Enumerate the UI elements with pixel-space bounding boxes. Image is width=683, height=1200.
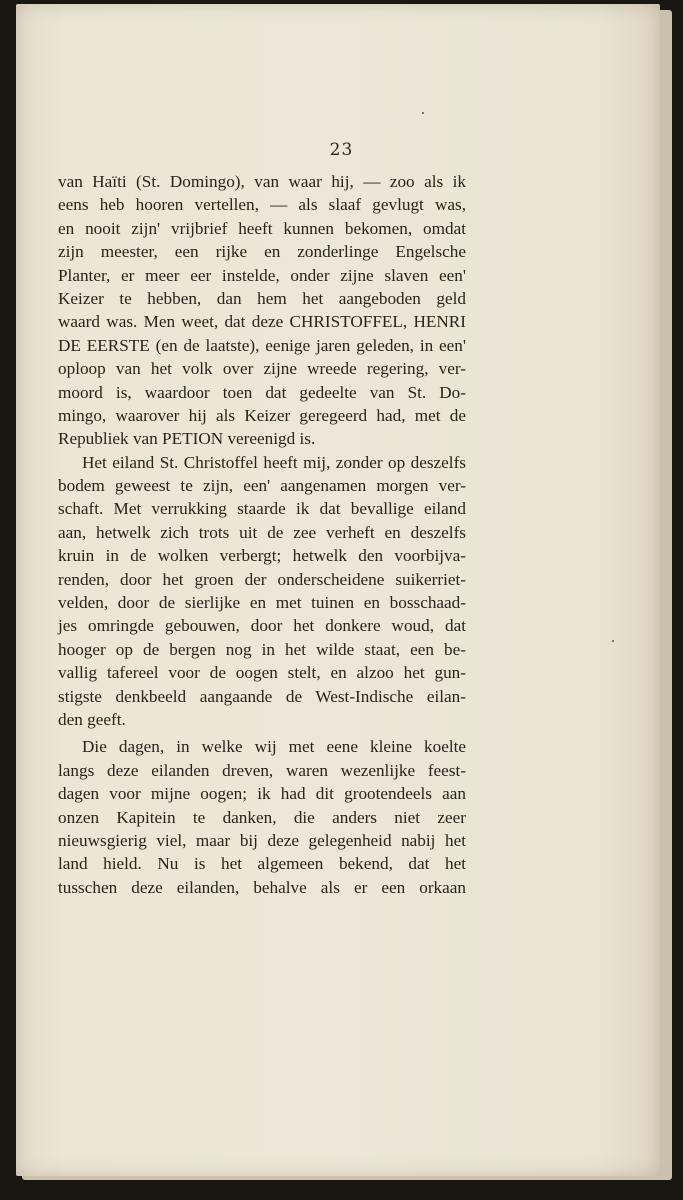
text-line: renden, door het groen der onderscheidene suikerriet- [58,569,466,589]
text-line: dagen voor mijne oogen; ik had dit grootendeels aan [58,784,466,804]
text-line: tusschen deze eilanden, behalve als er een orkaan [58,877,466,897]
text-line: stigste denkbeeld aangaande de West-Indische eilan- [58,686,466,706]
text-line: aan, hetwelk zich trots uit de zee verheft en deszelfs [58,522,466,542]
paragraph-start-line: Het eiland St. Christoffel heeft mij, zonder op deszelfs [82,452,466,472]
text-line: land hield. Nu is het algemeen bekend, dat het [58,854,466,874]
text-line: schaft. Met verrukking staarde ik dat bevallige eiland [58,499,466,519]
text-line: Republiek van PETION vereenigd is. [58,429,316,449]
text-line: langs deze eilanden dreven, waren wezenlijke feest- [58,760,466,780]
text-line: jes omringde gebouwen, door het donkere woud, dat [58,616,466,636]
text-line: moord is, waardoor toen dat gedeelte van St. Do- [58,382,466,402]
text-line: bodem geweest te zijn, een' aangenamen morgen ver- [58,476,466,496]
text-line: en nooit zijn' vrijbrief heeft kunnen bekomen, omdat [58,218,466,238]
paper-speck [612,640,614,642]
text-line: waard was. Men weet, dat deze CHRISTOFFEL, HENRI [58,312,466,332]
text-line: den geeft. [58,709,126,729]
text-line: DE EERSTE (en de laatste), eenige jaren geleden, in een' [58,335,466,355]
text-line: van Haïti (St. Domingo), van waar hij, — zoo als ik [58,172,466,191]
text-line: hooger op de bergen nog in het wilde staat, een be- [58,639,466,659]
text-line: zijn meester, een rijke en zonderlinge Engelsche [58,242,466,262]
paper-speck [422,112,424,114]
text-line: kruin in de wolken verbergt; hetwelk den voorbijva- [58,546,466,566]
body-text [58,170,466,899]
text-line: mingo, waarover hij als Keizer geregeerd had, met de [58,405,466,425]
text-line: Keizer te hebben, dan hem het aangeboden geld [58,288,466,308]
text-line: velden, door de sierlijke en met tuinen en bosschaad- [58,593,466,613]
text-line: onzen Kapitein te danken, die anders niet zeer [58,807,466,827]
text-line: eens heb hooren vertellen, — als slaaf gevlugt was, [58,195,466,215]
paragraph-start-line: Die dagen, in welke wij met eene kleine koelte [82,737,466,757]
text-line: vallig tafereel voor de oogen stelt, en alzoo het gun- [58,663,466,683]
text-line: Planter, er meer eer instelde, onder zijne slaven een' [58,265,466,285]
page-number: 23 [329,140,354,160]
text-line: nieuwsgierig viel, maar bij deze gelegenheid nabij het [58,830,466,850]
text-line: oploop van het volk over zijne wreede regering, ver- [58,359,466,379]
